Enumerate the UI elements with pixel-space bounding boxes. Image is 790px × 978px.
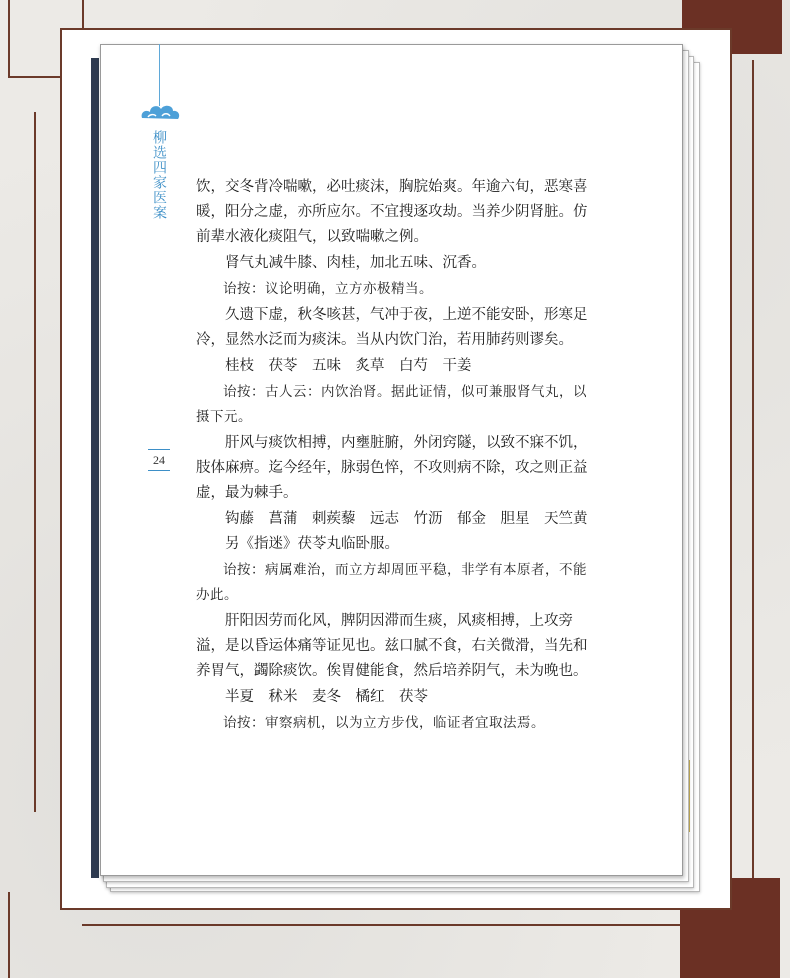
paragraph: 饮，交冬背冷喘嗽，必吐痰沫，胸脘始爽。年逾六旬，恶寒喜暖，阳分之虚，亦所应尔。不宜搜逐攻劫。当养少阴肾脏。仿前辈水液化痰阻气，以致喘嗽之例。 — [196, 179, 588, 245]
formula-line: 桂枝 茯苓 五味 炙草 白芍 干姜 — [225, 358, 472, 374]
frame-line-bottom — [82, 924, 702, 926]
page-body-text — [196, 175, 588, 736]
formula-line: 钩藤 菖蒲 刺蒺藜 远志 竹沥 郁金 胆星 天竺黄 — [225, 511, 588, 527]
commentary-note: 诒按：古人云：内饮治肾。据此证情，似可兼服肾气丸，以摄下元。 — [196, 384, 587, 425]
book-edge-left — [91, 58, 99, 878]
paragraph: 肝阳因劳而化风，脾阴因滞而生痰，风痰相搏，上攻旁溢，是以昏运体痛等证见也。兹口腻不食，右关微滑，当先和养胃气，蠲除痰饮。俟胃健能食，然后培养阴气，未为晚也。 — [196, 613, 588, 679]
commentary-note: 诒按：病属难治，而立方却周匝平稳，非学有本原者，不能办此。 — [196, 562, 587, 603]
frame-line-bottom-left — [8, 892, 10, 978]
book-title: 柳选四家医案 — [151, 130, 167, 220]
cloud-ornament-icon — [138, 100, 182, 124]
page-number-rule-bottom — [148, 470, 170, 471]
frame-line-left — [34, 112, 36, 812]
commentary-note: 诒按：议论明确，立方亦极精当。 — [223, 281, 433, 297]
page-number-block — [148, 448, 170, 472]
header-hanger-line — [159, 44, 160, 106]
frame-line-right — [752, 60, 754, 880]
page-number: 24 — [153, 453, 165, 467]
formula-line: 半夏 秫米 麦冬 橘红 茯苓 — [225, 689, 428, 705]
formula-line: 肾气丸减牛膝、肉桂，加北五味、沉香。 — [225, 255, 486, 271]
commentary-note: 诒按：审察病机，以为立方步伐，临证者宜取法焉。 — [223, 715, 545, 731]
page-number-rule-top — [148, 449, 170, 450]
paragraph: 久遗下虚，秋冬咳甚，气冲于夜，上逆不能安卧，形寒足冷，显然水泛而为痰沫。当从内饮门治，若用肺药则谬矣。 — [196, 307, 588, 348]
formula-line: 另《指迷》茯苓丸临卧服。 — [225, 536, 399, 552]
paragraph: 肝风与痰饮相搏，内壅脏腑，外闭窍隧，以致不寐不饥，肢体麻痹。迄今经年，脉弱色悴，不攻则病不除，攻之则正益虚，最为棘手。 — [196, 435, 588, 501]
